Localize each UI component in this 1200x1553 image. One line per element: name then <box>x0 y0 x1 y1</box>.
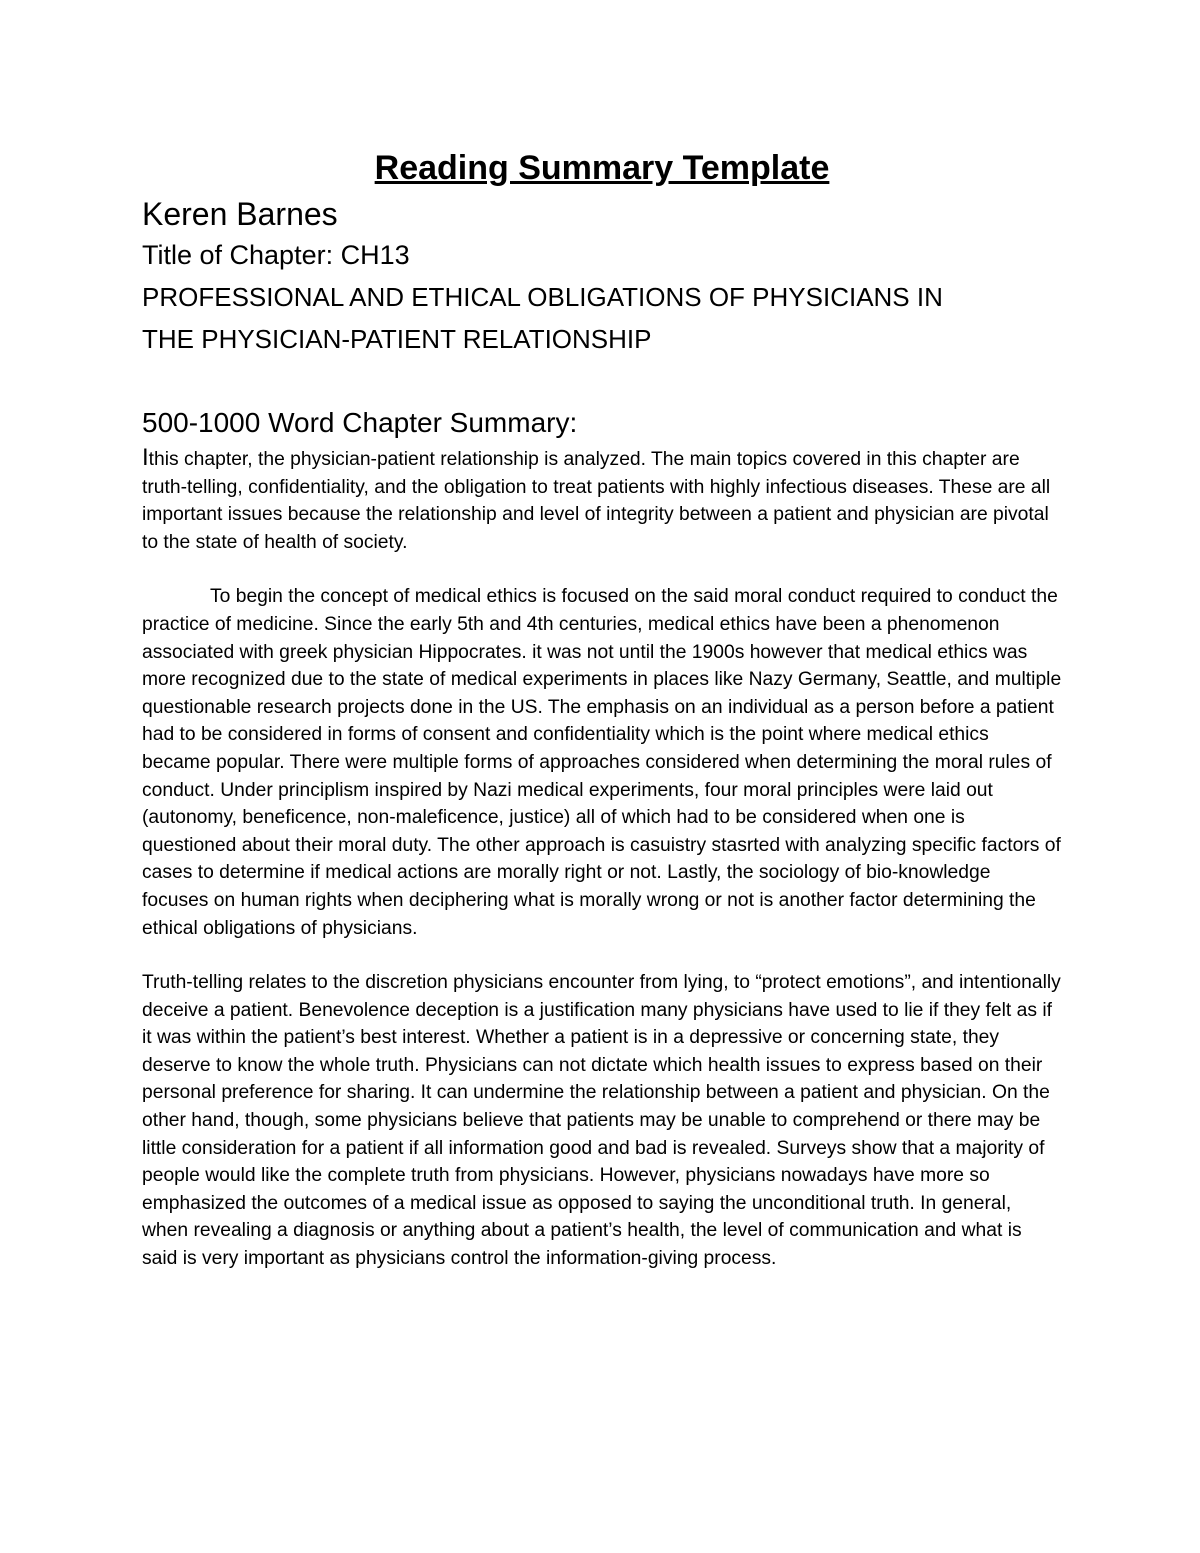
document-title: Reading Summary Template <box>374 149 830 187</box>
summary-paragraph-3: Truth-telling relates to the discretion physicians encounter from lying, to “protect emotions”, and intentionally deceive a patient. Benevolence deception is a justification many physicians have used to lie if they felt as if it was within the patient’s best interest. Whether a patient is in a depressive or concerning state, they deserve to know the whole truth. Physicians can not dictate which health issues to express based on their personal preference for sharing. It can undermine the relationship between a patient and physician. On the other hand, though, some physicians believe that patients may be unable to comprehend or there may be little consideration for a patient if all information good and bad is revealed. Surveys show that a majority of people would like the complete truth from physicians. However, physicians nowadays have more so emphasized the outcomes of a medical issue as opposed to saying the unconditional truth. In general, when revealing a diagnosis or anything about a patient’s health, the level of communication and what is said is very important as physicians control the information-giving process. <box>142 972 1061 1270</box>
paragraph-1-text: this chapter, the physician-patient relationship is analyzed. The main topics covered in this chapter are truth-telling, confidentiality, and the obligation to treat patients with highly infectious diseases. These are all important issues because the relationship and level of integrity between a patient and physician are pivotal to the state of health of society. <box>142 449 1051 553</box>
chapter-title-line-2: THE PHYSICIAN-PATIENT RELATIONSHIP <box>142 324 652 354</box>
document-page <box>142 148 1062 1273</box>
chapter-label: Title of Chapter: CH13 <box>142 240 410 270</box>
author-name: Keren Barnes <box>142 196 338 232</box>
paragraph-gap <box>142 942 1062 969</box>
spacer <box>142 360 1062 402</box>
paragraph-1-first-char: I <box>142 444 149 471</box>
chapter-title-line-1: PROFESSIONAL AND ETHICAL OBLIGATIONS OF PHYSICIANS IN <box>142 282 943 312</box>
paragraph-gap <box>142 556 1062 583</box>
summary-paragraph-2: To begin the concept of medical ethics is focused on the said moral conduct required to conduct the practice of medicine. Since the early 5th and 4th centuries, medical ethics have been a phenomenon associated with greek physician Hippocrates. it was not until the 1900s however that medical ethics was more recognized due to the state of medical experiments in places like Nazy Germany, Seattle, and multiple questionable research projects done in the US. The emphasis on an individual as a person before a patient had to be considered in forms of consent and confidentiality which is the point where medical ethics became popular. There were multiple forms of approaches considered when determining the moral rules of conduct. Under principlism inspired by Nazi medical experiments, four moral principles were laid out (autonomy, beneficence, non-maleficence, justice) all of which had to be considered when one is questioned about their moral duty. The other approach is casuistry stasrted with analyzing specific factors of cases to determine if medical actions are morally right or not. Lastly, the sociology of bio-knowledge focuses on human rights when deciphering what is morally wrong or not is another factor determining the ethical obligations of physicians. <box>142 586 1062 939</box>
summary-label: 500-1000 Word Chapter Summary: <box>142 407 578 438</box>
summary-paragraph-1 <box>142 444 1062 556</box>
